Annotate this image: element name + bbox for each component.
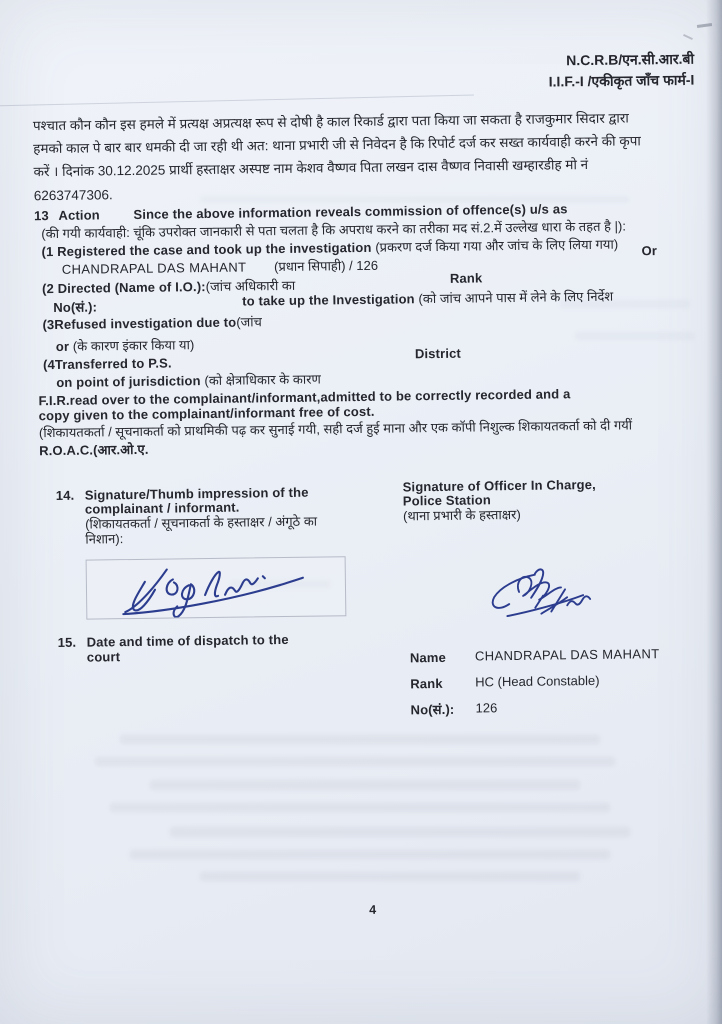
officer-signature-hindi: (थाना प्रभारी के हस्ताक्षर) [402,506,521,524]
fir-read-line1: F.I.R.read over to the complainant/informant,admitted to be correctly recorded and a [38,386,571,409]
section14-title-1: Signature/Thumb impression of the [84,484,309,503]
section13-item2b [242,289,613,310]
item2b-hi: (को जांच आपने पास में लेने के लिए निर्देश [418,288,614,307]
item3b-en: or [55,338,73,354]
officer-no-value: 126 [475,700,498,716]
complaint-text-line: 6263747306. [33,187,113,204]
page-number: 4 [369,902,377,917]
section13-item3b [56,337,195,355]
item3-hi: (जांच [236,314,262,330]
or-label: Or [641,243,658,259]
officer-no-label: No(सं.): [410,701,455,718]
officer-name-value: CHANDRAPAL DAS MAHANT [474,646,660,664]
roac-line: R.O.A.C.(आर.ओ.ए. [39,441,149,459]
complaint-text-line: हमको काल पे बार बार धमकी दी जा रही थी अत: थाना प्रभारी जी से निवेदन है कि रिपोर्ट दर्ज कर सख्त कार्यवाही करने की कृपा [33,133,641,157]
section14-number: 14. [55,487,75,503]
io-name: CHANDRAPAL DAS MAHANT [61,259,247,277]
no-label: No(सं.): [53,299,98,316]
section14-hindi-1: (शिकायतकर्ता / सूचनाकर्ता के हस्ताक्षर / अंगूठे का [85,513,318,532]
section13-number: 13 [33,208,49,224]
item1-en: (1 Registered the case and took up the investigation [41,239,376,260]
section13-item3 [42,314,262,333]
fir-read-hindi: (शिकायतकर्ता / सूचनाकर्ता को प्राथमिकी पढ़ कर सुनाई गयी, सही दर्ज हुई माना और एक कॉपी निशुल्क शिकायतकर्ता को दी गयीं [38,417,633,441]
officer-signature-title-2: Police Station [402,492,492,509]
section14-title-2: complainant / informant. [84,499,240,517]
section15-title-1: Date and time of dispatch to the [86,631,289,650]
complaint-text-line: पश्चात कौन कौन इस हमले में प्रत्यक्ष अप्रत्यक्ष रूप से दोषी है काल रिकार्ड द्वारा पता किया जा सकता है राजकुमार सिदार द्वारा [32,110,629,134]
officer-signature [479,563,598,629]
section13-label: Action [58,207,100,223]
section13-heading-en: Since the above information reveals commission of offence(s) u/s as [133,201,568,222]
io-name-line [62,258,378,278]
officer-rank-label: Rank [410,675,443,692]
section13-item4b [56,372,321,392]
officer-signature-title-1: Signature of Officer In Charge, [402,476,596,495]
item3-en: (3Refused investigation due to [42,314,237,333]
item2b-en: to take up the Investigation [242,291,419,309]
form-header-iif: I.I.F.-I /एकीकृत जाँच फार्म-I [548,71,695,90]
item2-hi: (जांच अधिकारी का [205,277,296,295]
complaint-text-line: करें । दिनांक 30.12.2025 प्रार्थी हस्ताक्षर अस्पष्ट नाम केशव वैष्णव पिता लखन दास वैष्णव निवासी खम्हारडीह मो नं [33,156,589,180]
section15-number: 15. [57,634,77,650]
item1-hi: (प्रकरण दर्ज किया गया और जांच के लिए लिया गया) [375,236,619,255]
officer-rank-value: HC (Head Constable) [475,672,600,690]
district-label: District [414,345,462,362]
section13-heading-hi: (की गयी कार्यवाही: चूंकि उपरोक्त जानकारी से पता चलता है कि अपराध करने का तरीका मद सं.2.में उल्लेख धारा के तहत है |): [41,218,627,242]
item4b-en: on point of jurisdiction [56,373,205,390]
item4b-hi: (को क्षेत्राधिकार के कारण [204,371,321,389]
rank-label: Rank [449,270,483,286]
complainant-signature [115,559,326,618]
officer-name-label: Name [409,649,447,666]
section15-title-2: court [86,649,121,665]
complainant-signature-box [86,556,347,619]
section14-hindi-2: निशान): [85,531,124,547]
io-rank: (प्रधान सिपाही) / 126 [273,257,379,275]
item3b-hi: (के कारण इंकार किया या) [72,337,195,354]
section13-item4: (4Transferred to P.S. [42,355,172,373]
form-header-ncrb: N.C.R.B/एन.सी.आर.बी [566,50,695,69]
item2-en: (2 Directed (Name of I.O.): [41,279,206,297]
fir-read-line2: copy given to the complainant/informant free of cost. [38,403,375,424]
